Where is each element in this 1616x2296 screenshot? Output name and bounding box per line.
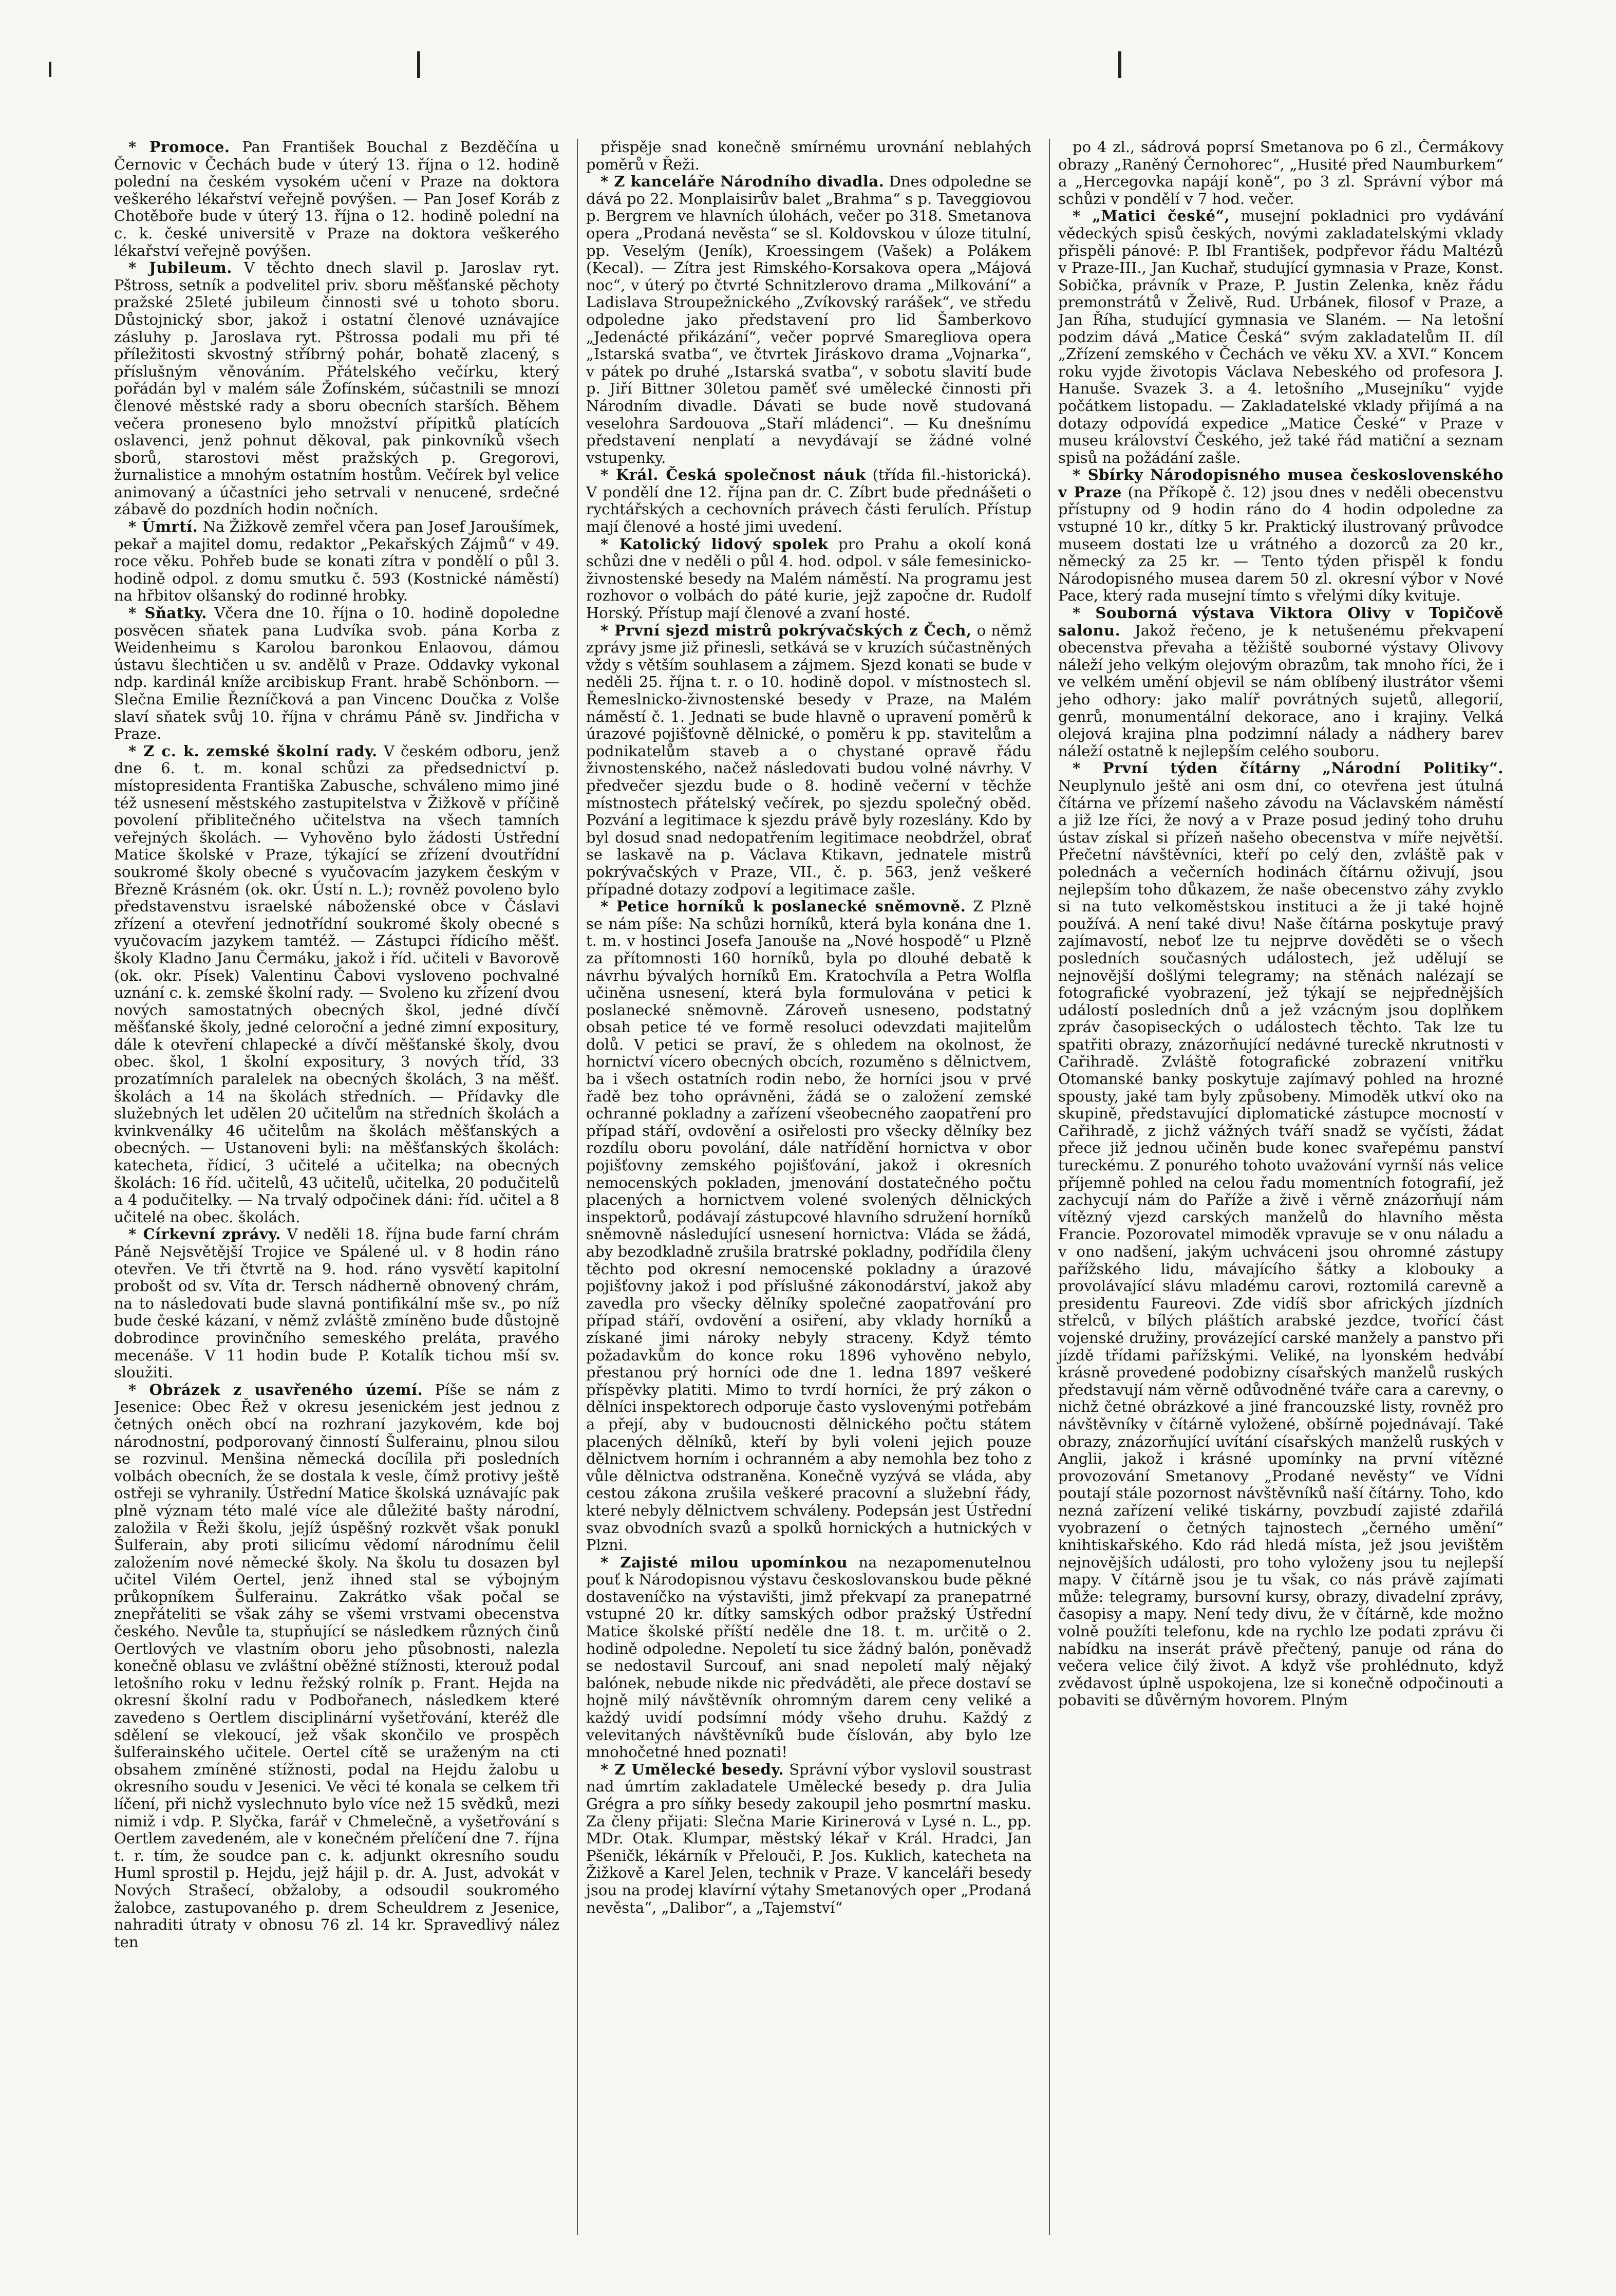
- column-1: [114, 139, 559, 2235]
- margin-mark: [1118, 51, 1121, 78]
- article-paragraph: [586, 536, 1031, 622]
- article-text: Dnes odpoledne se dává po 22. Monplaisirův balet „Brahma“ s p. Taveggiovou p. Bergrem ve hlavních úlohách, večer po 318. Smetanova opera „Prodaná nevěsta“ se sl. Koldovskou v úloze titulní, pp. Veselým (Jeník), Kroessingem (Vašek) a Polákem (Kecal). — Zítra jest Rimského-Korsakova opera „Májová noc“, v úterý po čtvrté Schnitzlerovo drama „Milkování“ a Ladislava Stroupežnického „Zvíkovský rarášek“, ve středu odpoledne jako představení pro lid Šamberkovo „Jedenácté přikázání“, večer poprvé Smaregliova opera „Istarská svatba“, ve čtvrtek Jiráskovo drama „Vojnarka“, v pátek po druhé „Istarská svatba“, v sobotu slavití bude p. Jiří Bittner 30letou paměť své umělecké činnosti při Národním divadle. Dávati se bude nově studovaná veselohra Sardouova „Staří mládenci“. — Ku dnešnímu představení nenplatí a nevydávají se žádné volné vstupenky.: [586, 173, 1031, 466]
- article-paragraph: [1058, 139, 1504, 208]
- article-paragraph: [586, 898, 1031, 1554]
- article-paragraph: [114, 518, 559, 605]
- article-text: o němž zprávy jsme již přinesli, setkává se v kruzích súčastněných vždy s větším souhlasem a zájmem. Sjezd konati se bude v neděli 25. října t. r. o 10. hodině dopol. v místnostech sl. Řemeslnicko-živnostenské besedy v Praze, na Malém náměstí č. 1. Jednati se bude hlavně o upravení poměrů k úrazové pojišťovně dělnické, o poměru k pp. stavitelům a podnikatelům staveb a o chystané opravě řádu živnostenského, načež následovati budou volné návrhy. V předvečer sjezdu bude o 8. hodině večerní v těchže místnostech přátelský večírek, po sjezdu společný oběd. Pozvání a legitimace k sjezdu právě byly rozeslány. Kdo by byl dosud snad nedopatřením legitimace neobdržel, obrať se laskavě na p. Václava Ktikavn, jednatele mistrů pokrývačských v Praze, VII., č. p. 563, jenž veškeré případné dotazy zodpoví a legitimace zašle.: [586, 621, 1031, 898]
- article-paragraph: [114, 743, 559, 1226]
- article-paragraph: [1058, 208, 1504, 466]
- article-columns: [114, 139, 1504, 2235]
- article-paragraph: [114, 1226, 559, 1381]
- article-paragraph: [586, 1554, 1031, 1761]
- article-paragraph: [586, 1761, 1031, 1916]
- article-text: (třída fil.-historická). V pondělí dne 12. října pan dr. C. Zíbrt bude přednášeti o rychtářských a cechovních právech části ferulích. Přístup mají členové a hosté jimi uvedení.: [586, 466, 1031, 536]
- article-paragraph: [1058, 466, 1504, 605]
- article-heading: * Král. Česká společnost náuk: [600, 466, 866, 484]
- column-3: [1049, 139, 1504, 2235]
- article-text: V českém odboru, jenž dne 6. t. m. konal schůzi za předsednictví p. místopresidenta Františka Zabusche, schváleno mimo jiné též usnesení městského zastupitelstva v Žižkově v příčině povolení přiblitečného učitelstva na všech tamních veřejných školách. — Vyhověno bylo žádosti Ústřední Matice školské v Praze, týkající se zřízení dvoutřídní soukromé školy obecné s vyučovacím jazykem českým v Březně Krásném (ok. okr. Ústí n. L.); rovněž povoleno bylo představenstvu israelské náboženské obce v Čáslavi zřízení a otevření jednotřídní soukromé školy obecné s vyučovacím jazykem tamtéž. — Zástupci řídicího měšť. školy Kladno Janu Čermáku, jakož i říd. učiteli v Bavorově (ok. okr. Písek) Valentinu Čabovi vysloveno pochvalné uznání c. k. zemské školní rady. — Svoleno ku zřízení dvou nových samostatných obecných škol, jedné dívčí měšťanské školy, jedné celoroční a jedné zimní expositury, dále k otevření chlapecké a dívčí měšťanské školy, dvou obec. škol, 1 školní expositury, 3 nových tříd, 33 prozatímních paralelek na obecných školách, 3 na měšť. školách a 14 na školách středních. — Přídavky dle služebných let udělen 20 učitelům na středních školách a kvinkvenálky 46 učitelům na školách měšťanských a obecných. — Ustanoveni byli: na měšťanských školách: katecheta, řídicí, 3 učitelé a učitelka; na obecných školách: 16 říd. učitelů, 43 učitelů, učitelka, 20 podučitelů a 4 podučitelky. — Na trvalý odpočinek dáni: říd. učitel a 8 učitelé na obec. školách.: [114, 742, 559, 1226]
- article-heading: * První týden čítárny „Národní Politiky“.: [1073, 759, 1504, 777]
- article-heading: * „Matici české“,: [1073, 207, 1230, 225]
- article-paragraph: [1058, 605, 1504, 760]
- article-text: přispěje snad konečně smírnému urovnání neblahých poměrů v Řeži.: [586, 139, 1031, 173]
- article-heading: * Sbírky Národopisného musea československého v Praze: [1058, 466, 1504, 501]
- article-text: pro Prahu a okolí koná schůzi dne v neděli o půl 4. hod. odpol. v sále femesinicko-živnostenské besedy na Malém náměstí. Na programu jest rozhovor o volbách do páté kurie, jejž započne dr. Rudolf Horský. Přístup mají členové a zvaní hosté.: [586, 535, 1031, 622]
- margin-mark: [417, 51, 420, 78]
- article-heading: * První sjezd mistrů pokrývačských z Čech,: [600, 621, 972, 639]
- article-paragraph: [114, 259, 559, 518]
- article-heading: * Církevní zprávy.: [128, 1225, 281, 1243]
- article-text: na nezapomenutelnou pouť k Národopisnou výstavu českoslovanskou bude pěkné dostaveníčko na výstavišti, jimž překvapí za pranepatrné vstupné 20 kr. dítky samských odbor pražský Ústřední Matice školské příští neděle dne 18. t. m. určitě o 2. hodině odpoledne. Nepoletí tu sice žádný balón, poněvadž se nedostavil Surcouf, ani snad nepoletí malý nějaký balónek, nebude nikde nic předváděti, ale přece dostaví se hojně milý návštěvník ohromným darem ceny veliké a každý uvidí podsímní módy všeho druhu. Každý z velevitaných návštěvníků bude číslován, aby bylo lze mnohočetné hned poznati!: [586, 1553, 1031, 1761]
- article-heading: * Zajisté milou upomínkou: [600, 1553, 848, 1571]
- article-heading: * Z Umělecké besedy.: [600, 1760, 784, 1778]
- article-heading: * Úmrtí.: [128, 518, 198, 536]
- article-text: Píše se nám z Jesenice: Obec Řež v okresu jesenickém jest jednou z četných oněch obcí na rozhraní jazykovém, kde boj národnostní, podporovaný činností Šulferainu, plnou silou se rozvinul. Menšina německá docílila při posledních volbách obecních, že se dostala k vesle, čímž protivy ještě ostřeji se vyhranily. Ústřední Matice školská uznávajíc pak plně význam této malé více ale důležité bašty národní, založila v Řeži školu, jejíž úspěšný rozkvět však ponukl Šulferain, aby proti silicímu vědomí národnímu čelil založením nové německé školy. Na školu tu dosazen byl učitel Vilém Oertel, jenž ihned stal se výbojným průkopníkem Šulferainu. Zakrátko však počal se znepřáteliti se však záhy se všemi vrstvami obecenstva českého. Nevůle ta, stupňující se následkem různých činů Oertlových ve vlastním oboru jeho působnosti, nalezla konečně oblasu ve zvláštní oběžné stížnosti, kterouž podal letošního roku v lednu řežský rolník p. Frant. Hejda na okresní školní radu v Podbořanech, následkem které zavedeno s Oertlem disciplinární vyšetřování, kteréž dle sdělení se vlekoucí, jež však skončilo ve prospěch šulferainského učitele. Oertel cítě se uraženým na cti obsahem zmíněné stížnosti, podal na Hejdu žalobu u okresního soudu v Jesenici. Ve věci té konala se celkem tři líčení, při nichž vyslechnuto bylo více než 15 svědků, mezi nimiž i vdp. P. Slyčka, farář v Chmelečně, a vyšetřování s Oertlem zavedeném, ale v konečném přelíčení dne 7. října t. r. tím, že soudce pan c. k. adjunkt okresního soudu Huml sprostil p. Hejdu, jejž hájil p. dr. A. Just, advokát v Nových Strašecí, obžaloby, a odsoudil soukromého žalobce, zastupovaného p. drem Scheuldrem z Jesenice, nahraditi útraty v obnosu 76 zl. 14 kr. Spravedlivý nález ten: [114, 1380, 559, 1951]
- article-text: musejní pokladnici pro vydávání vědeckých spisů českých, novými zakladatelskými vklady přispěli pánové: P. Ibl František, podpřevor řádu Maltézů v Praze-III., Jan Kuchař, studující gymnasia v Praze, Konst. Sobička, právník v Praze, P. Justin Zelenka, kněz řádu premonstrátů v Želivě, Rud. Urbánek, filosof v Praze, a Jan Říha, studující gymnasia ve Slaném. — Na letošní podzim dává „Matice Česká“ svým zakladatelům II. díl „Zřízení zemského v Čechách ve věku XV. a XVI.“ Koncem roku vyjde životopis Václava Nebeského od profesora J. Hanuše. Svazek 3. a 4. letošního „Musejníku“ vyjde počátkem listopadu. — Zakladatelské vklady přijímá a na dotazy odpovídá expedice „Matice České“ v Praze v museu království Českého, jež také řád matiční a seznam spisů na požádání zašle.: [1058, 207, 1504, 466]
- article-text: Včera dne 10. října o 10. hodině dopoledne posvěcen sňatek pana Ludvíka svob. pána Korba z Weidenheimu s Karolou baronkou Enlaovou, dámou ústavu šlechtičen u sv. andělů v Praze. Oddavky vykonal ndp. kardinál kníže arcibiskup Frant. hrabě Schönborn. — Slečna Emilie Řezníčková a pan Vincenc Doučka z Volše slaví sňatek svůj 10. října v chrámu Páně sv. Jindřicha v Praze.: [114, 604, 559, 743]
- article-text: po 4 zl., sádrová poprsí Smetanova po 6 zl., Čermákovy obrazy „Raněný Černohorec“, „Husité před Naumburkem“ a „Hercegovka napájí koně“, po 3 zl. Správní výbor má schůzi v pondělí v 7 hod. večer.: [1058, 139, 1504, 208]
- article-heading: * Souborná výstava Viktora Olivy v Topičově salonu.: [1058, 604, 1504, 639]
- article-text: Správní výbor vyslovil soustrast nad úmrtím zakladatele Umělecké besedy p. dra Julia Grégra a pro síňky besedy zakoupil jeho posmrtní masku. Za členy přijati: Slečna Marie Kirinerová v Lysé n. L., pp. MDr. Otak. Klumpar, městský lékař v Král. Hradci, Jan Pšeničk, lékárník v Přelouči, P. Jos. Kuklich, katecheta na Žižkově a Karel Jelen, technik v Praze. V kanceláři besedy jsou na prodej klavírní výtahy Smetanových oper „Prodaná nevěsta“, „Dalibor“, a „Tajemství“: [586, 1760, 1031, 1916]
- article-heading: * Jubileum.: [128, 259, 232, 277]
- article-paragraph: [1058, 760, 1504, 1709]
- article-heading: * Z c. k. zemské školní rady.: [128, 742, 378, 760]
- article-paragraph: [586, 466, 1031, 535]
- article-paragraph: [114, 605, 559, 743]
- article-text: Jakož řečeno, je k netušenému překvapení obecenstva převaha a těžiště souborné výstavy Olivovy náleží jeho velkým olejovým obrazům, tak mnoho říci, že i ve velkém umění objevil se nám oblíbený ilustrátor všemi jeho odhory: jako malíř povrátných sujetů, allegorií, genrů, monumentální dekorace, ano i krajiny. Velká olejová krajina plna podzimní nálady a nádhery barev náleží ostatně k nejlepším celého souboru.: [1058, 621, 1504, 760]
- article-text: (na Příkopě č. 12) jsou dnes v neděli obecenstvu přístupny od 9 hodin ráno do 4 hodin odpoledne za vstupné 10 kr., dítky 5 kr. Praktický ilustrovaný průvodce museem dostati lze u vrátného a dozorců za 20 kr., německý za 25 kr. — Tento týden přispěl k fondu Národopisného musea darem 50 zl. okresní výbor v Nové Pace, který rada musejní tímto s vřelými díky kvituje.: [1058, 483, 1504, 605]
- article-text: V těchto dnech slavil p. Jaroslav ryt. Pštross, setník a podvelitel priv. sboru měšťanské pěchoty pražské 25leté jubileum činnosti své u tohoto sboru. Důstojnický sbor, jakož i ostatní členové uznávajíce zásluhy p. Jaroslava ryt. Pštrossa podali mu při té příležitosti skvostný stříbrný pohár, bohatě zlacený, s příslušným věnováním. Přátelského večírku, který pořádán byl v malém sále Žofínském, súčastnili se mnozí členové městské rady a sboru obecních starších. Během večera proneseno bylo množství přípitků platících oslavenci, jenž pohnut děkoval, pak pinkovníků všech sborů, starostovi měst pražských p. Gregorovi, žurnalistice a mnohým ostatním hostům. Večírek byl velice animovaný a účastníci jeho setrvali v nenucené, srdečné zábavě do pozdních hodin nočních.: [114, 259, 559, 518]
- article-paragraph: [114, 139, 559, 259]
- column-2: [577, 139, 1031, 2235]
- article-text: Neuplynulo ještě ani osm dní, co otevřena jest útulná čítárna ve přízemí našeho závodu na Václavském náměstí a již lze říci, že nový a v Praze posud jediný toho druhu ústav získal si přízeň našeho obecenstva v míře největší. Přečetní návštěvníci, kteří po celý den, zvláště pak v polednách a večerních hodinách čítárnu oživují, jsou nejlepším toho důkazem, že naše obecenstvo záhy zvyklo si na tuto velkoměstskou instituci a že ji také hojně používá. A není také divu! Naše čítárna poskytuje pravý zajímavostí, neboť lze tu nejprve dověděti se o všech posledních současných událostech, jež udělují se nejnovější došlými telegramy; na stěnách nalézají se fotografické vyobrazení, jež týkají se nejpřednějších událostí posledních dnů a jež vzácným jsou doplňkem zpráv časopiseckých o událostech těchto. Tak lze tu spatřiti obrazy, znázorňující nedávné tureckě nkrutnosti v Cařihradě. Zvláště fotografické zobrazení vnitřku Otomanské banky poskytuje zajímavý pohled na hrozné spousty, jaké tam byly způsobeny. Mimoděk utkví oko na skupině, představující diplomatické zástupce mocností v Cařihradě, z jichž vážných tváří snadž se vyčísti, žádat přece již jednou učiněn bude konec svařepému panství tureckému. Z ponurého tohoto uvažování vyrnší nás velice příjemně pohled na celou řadu momentních fotografií, jež zachycují nám do Paříže a živě i věrně znázorňují nám vítězný vjezd carských manželů do hlavního města Francie. Pozorovatel mimoděk vpravuje se v onu náladu a v ono nadšení, jakým uchváceni jsou ohromné zástupy pařížského lidu, mávajícího šátky a klobouky a provolávající slávu mladému carovi, roztomilá carevně a presidentu Faureovi. Zde vidíš sbor afrických jízdních střelců, v bílých pláštích arabské jezdce, tvořící část vojenské družiny, provázející carské manžely a panstvo při jízdě třídami pařížskými. Veliké, na lyonském hedvábí krásně provedené podobizny císařských manželů ruských představují nám věrně odůvodněné tváře cara a carevny, o nichž četné obrázkové a jiné francouzské listy, rovněž pro návštěvníky v čítárně vyložené, obšírně pojednávají. Také obrazy, znázorňující uvítání císařských manželů ruských v Anglii, jakož i krásné upomínky na první vítězné provozování Smetanovy „Prodané nevěsty“ ve Vídni poutají stále pozornost návštěvníků naší čítárny. Toho, kdo nezná zařízení veliké tiskárny, povzbudí zajisté zdařilá vyobrazení o četných tajnostech „černého umění“ knihtiskařského. Kdo rád hledá místa, jež jsou jevištěm nejnovějších události, pro toho vyloženy jsou tu nejlepší mapy. V čítárně jsou je tu však, co nás právě zajímati může: telegramy, bursovní kursy, obrazy, divadelní zprávy, časopisy a mapy. Není tedy divu, že v čítárně, kde možno volně použíti telefonu, kde na rychlo lze podati zprávu či nabídku na inserát právě přečtený, panuje od rána do večera velice čilý život. A když vše prohlédnuto, když zvědavost úplně uspokojena, lze si konečně odpočinouti a pobaviti se důvěrným hovorem. Plným: [1058, 776, 1504, 1709]
- article-text: Z Plzně se nám píše: Na schůzi horníků, která byla konána dne 1. t. m. v hostinci Josefa Janouše na „Nové hospodě“ u Plzně za přítomnosti 160 horníků, byla po dlouhé debatě k návrhu bývalých horníků Em. Kratochvíla a Petra Wolfla učiněna usnesení, která byla formulována v petici k poslanecké sněmovně. Zároveň usneseno, podstatný obsah petice té ve formě resoluci odevzdati majitelům dolů. V petici se praví, že s ohledem na okolnost, že hornictví vícero obecných obcích, rozuměno s dělnictvem, ba i všech ostatních rodin nebo, že horníci jsou v prvé řadě bez toho oprávněni, žádá se o založení zemské ochranné pokladny a zařízení všeobecného zaopatření pro případ stáří, ovdovění a osiřelosti pro všecky dělníky bez rozdílu oboru povolání, dále natřídění hornictva v obor pojišťovny zemského pojišťování, jakož i okresních nemocenských pokladen, jmenování dostatečného počtu placených a hornictvem volené svolených dělnických inspektorů, podávají zástupcové hlavního sdružení horníků sněmovně následující usnesení hornictva: Vláda se žádá, aby bezodkladně zrušila bratrské pokladny, podřídila členy těchto pod okresní nemocenské pokladny a úrazové pojišťovny jakož i pod příslušné zákonodárství, jakož aby zavedla pro všecky dělníky společné zaopatřování pro případ stáří, ovdovění a osiření, aby vklady horníků a získané jimi nároky nebyly straceny. Když témto požadavkům do konce roku 1896 vyhověno nebylo, přestanou prý horníci ode dne 1. ledna 1897 veškeré příspěvky platiti. Mimo to tvrdí horníci, že prý zákon o dělníci inspektorech odporuje často vyslovenými potřebám a přejí, aby v budoucnosti dělnického počtu státem placených dělníků, kteří by byli voleni jejich pouze dělnictvem horním i ochranném a aby nemohla bez toho z vůle dělnictva odstraněna. Konečně vyzývá se vláda, aby cestou zákona zrušila veškeré pracovní a služební řády, které nebyly dělnictvem schváleny. Podepsán jest Ústřední svaz obvodních svazů a spolků hornických a hutnických v Plzni.: [586, 898, 1031, 1554]
- article-paragraph: [586, 622, 1031, 899]
- article-paragraph: [586, 173, 1031, 466]
- article-text: Na Žižkově zemřel včera pan Josef Jaroušímek, pekař a majitel domu, redaktor „Pekařských Zájmů“ v 49. roce věku. Pohřeb bude se konati zítra v pondělí o půl 3. hodině odpol. z domu smutku č. 593 (Kostnické náměstí) na hřbitov olšanský do rodinné hrobky.: [114, 518, 559, 605]
- article-text: Pan František Bouchal z Bezděčína u Černovic v Čechách bude v úterý 13. října o 12. hodině polední na českém vysokém učení v Praze na doktora veškerého lékařství veřejně povýšen. — Pan Josef Koráb z Chotěboře bude v úterý 13. října o 12. hodině polední na c. k. české universitě v Praze na doktora veškerého lékařství veřejně povýšen.: [114, 139, 559, 259]
- article-text: V neděli 18. října bude farní chrám Páně Nejsvětější Trojice ve Spálené ul. v 8 hodin ráno otevřen. Ve tři čtvrtě na 9. hod. ráno vysvětí kapitolní probošt od sv. Víta dr. Tersch nádherně obnovený chrám, na to následovati bude slavná pontifikální mše sv., po níž bude české kázaní, v němž zvláště zmíněno bude důstojně dobrodince provinčního semeského preláta, pravého mecenáše. V 11 hodin bude P. Kotalík tichou mší sv. sloužiti.: [114, 1225, 559, 1382]
- article-paragraph: [114, 1382, 559, 1951]
- article-heading: * Katolický lidový spolek: [600, 535, 829, 553]
- article-heading: * Z kanceláře Národního divadla.: [600, 173, 885, 191]
- article-heading: * Obrázek z usavřeného území.: [128, 1380, 423, 1398]
- margin-mark: [49, 62, 51, 77]
- article-heading: * Petice horníků k poslanecké sněmovně.: [600, 898, 966, 916]
- article-heading: * Sňatky.: [128, 604, 207, 622]
- article-heading: * Promoce.: [128, 139, 230, 156]
- article-paragraph: [586, 139, 1031, 173]
